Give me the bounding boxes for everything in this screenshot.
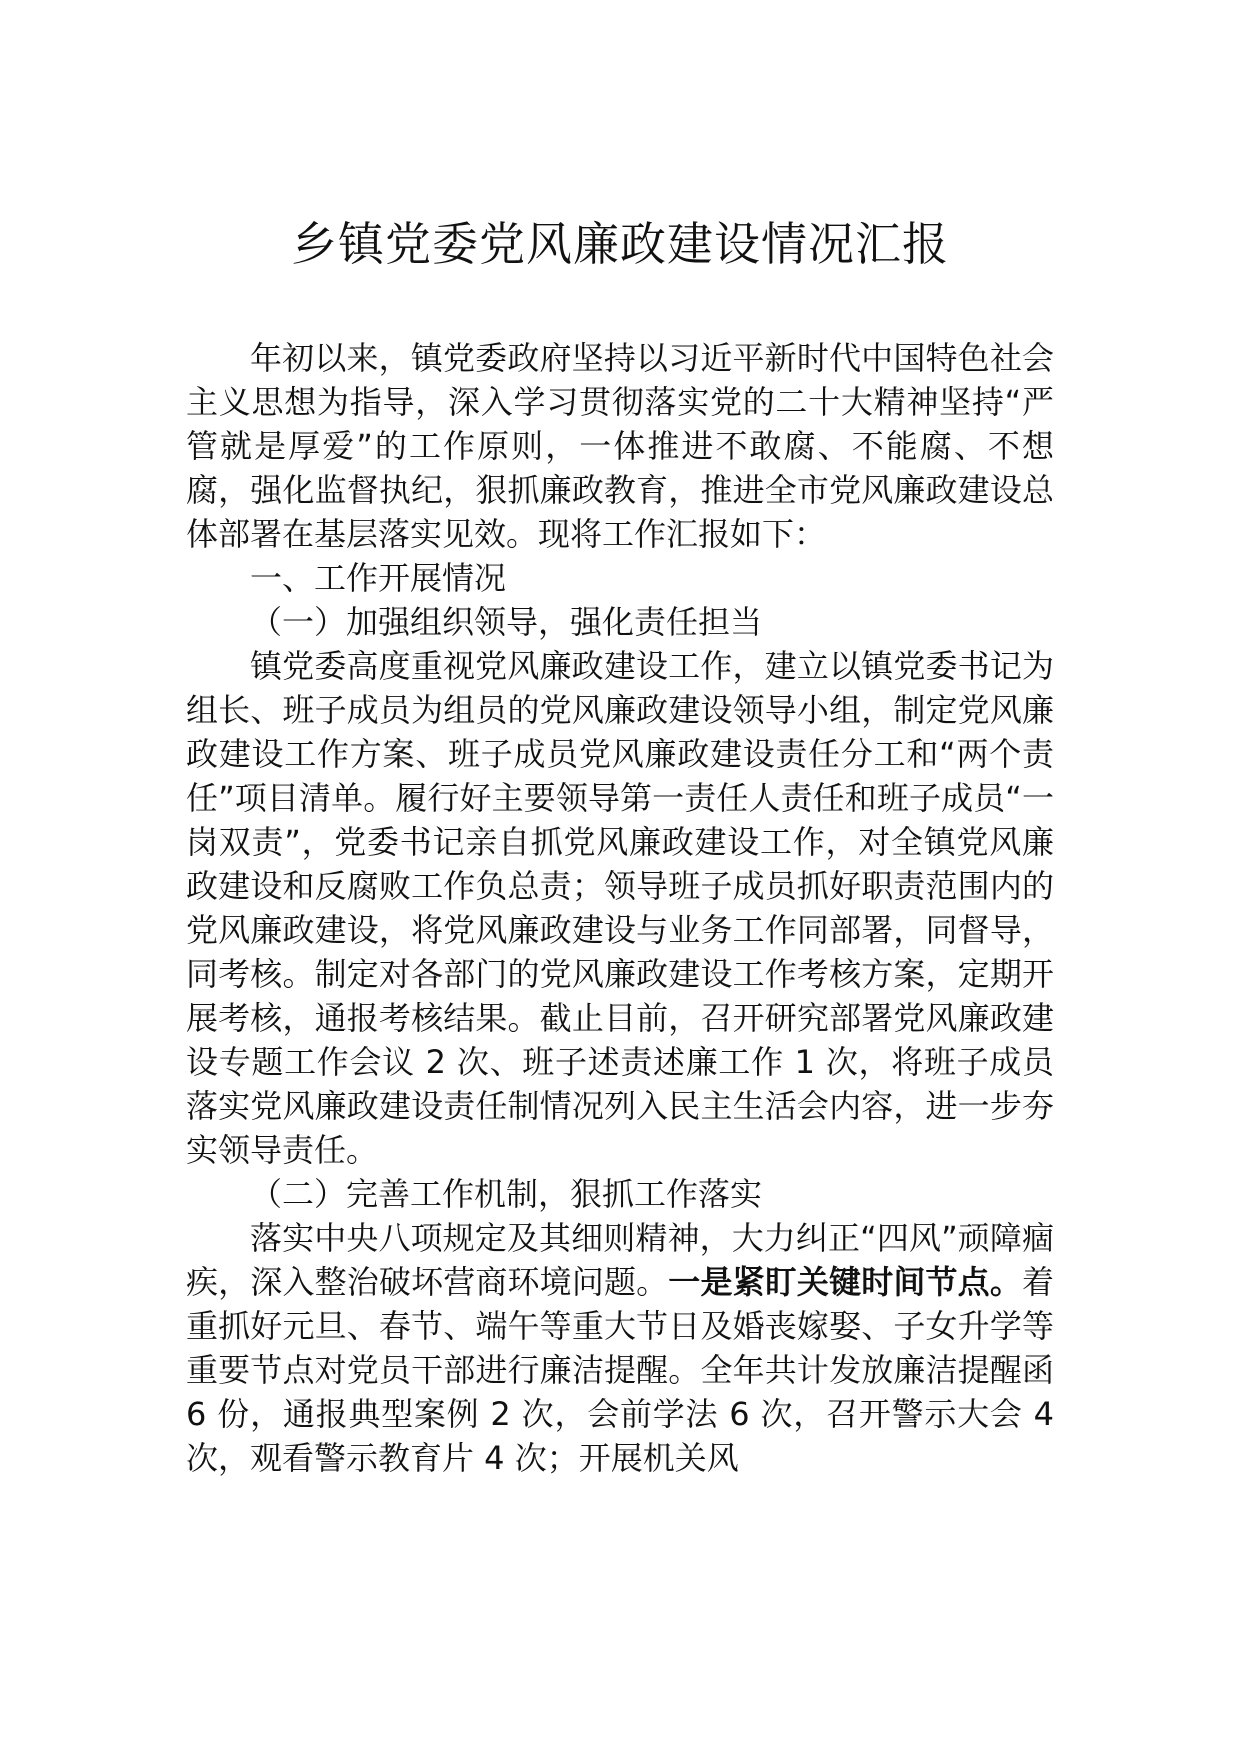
subsection-2-bold-point: 一是紧盯关键时间节点。 (668, 1263, 1022, 1301)
subsection-heading-2: （二）完善工作机制，狠抓工作落实 (250, 1175, 763, 1213)
document-title: 乡镇党委党风廉政建设情况汇报 (291, 217, 949, 271)
subsection-2-paragraph (186, 1216, 1054, 1480)
document-body (186, 336, 1054, 1480)
intro-paragraph: 年初以来，镇党委政府坚持以习近平新时代中国特色社会主义思想为指导，深入学习贯彻落实党的二十大精神坚持“严管就是厚爱”的工作原则，一体推进不敢腐、不能腐、不想腐，强化监督执纪，狠抓廉政教育，推进全市党风廉政建设总体部署在基层落实见效。现将工作汇报如下： (186, 339, 1054, 553)
subsection-1-paragraph: 镇党委高度重视党风廉政建设工作，建立以镇党委书记为组长、班子成员为组员的党风廉政建设领导小组，制定党风廉政建设工作方案、班子成员党风廉政建设责任分工和“两个责任”项目清单。履行好主要领导第一责任人责任和班子成员“一岗双责”，党委书记亲自抓党风廉政建设工作，对全镇党风廉政建设和反腐败工作负总责；领导班子成员抓好职责范围内的党风廉政建设，将党风廉政建设与业务工作同部署，同督导，同考核。制定对各部门的党风廉政建设工作考核方案，定期开展考核，通报考核结果。截止目前，召开研究部署党风廉政建设专题工作会议 2 次、班子述责述廉工作 1 次，将班子成员落实党风廉政建设责任制情况列入民主生活会内容，进一步夯实领导责任。 (186, 647, 1054, 1169)
subsection-heading-1: （一）加强组织领导，强化责任担当 (250, 603, 763, 641)
subsection-2-text-a: 落实中央八项规定及其细则精神，大力纠正“四风”顽障痼疾，深入整治破坏营商环境问题。 (186, 1219, 1054, 1301)
subsection-2-text-b: 着重抓好元旦、春节、端午等重大节日及婚丧嫁娶、子女升学等重要节点对党员干部进行廉洁提醒。全年共计发放廉洁提醒函 6 份，通报典型案例 2 次，会前学法 6 次，召开警示大会 4 次，观看警示教育片 4 次；开展机关风 (186, 1263, 1054, 1477)
section-heading-1: 一、工作开展情况 (250, 559, 507, 597)
